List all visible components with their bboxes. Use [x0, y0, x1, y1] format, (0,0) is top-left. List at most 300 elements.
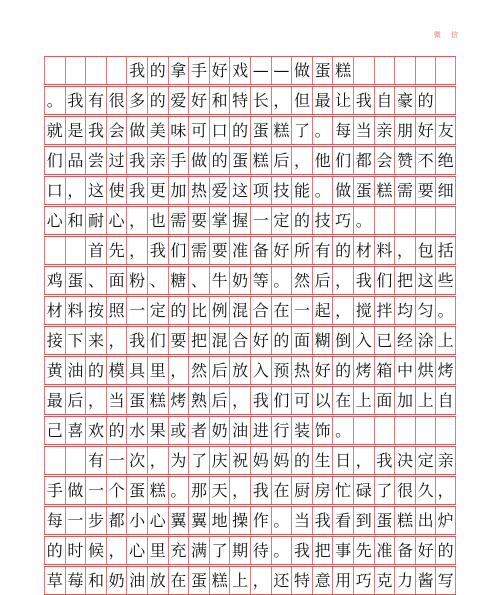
- grid-cell: 候: [85, 537, 106, 564]
- grid-cell: 拿: [168, 57, 189, 84]
- grid-cell: 这: [85, 177, 106, 204]
- grid-cell: 的: [209, 147, 230, 174]
- grid-cell: 可: [188, 117, 209, 144]
- grid-cell: 。: [271, 537, 292, 564]
- grid-cell: 些: [435, 267, 456, 294]
- grid-cell: 所: [291, 237, 312, 264]
- grid-cell: [44, 447, 65, 474]
- grid-cell: 的: [291, 447, 312, 474]
- grid-cell: —: [250, 57, 271, 84]
- grid-cell: 爱: [168, 87, 189, 114]
- grid-cell: 起: [312, 297, 333, 324]
- grid-cell: 。: [271, 507, 292, 534]
- grid-cell: 油: [65, 357, 86, 384]
- grid-cell: 都: [106, 507, 127, 534]
- grid-cell: 厨: [291, 477, 312, 504]
- grid-cell: 味: [168, 117, 189, 144]
- grid-cell: 事: [332, 537, 353, 564]
- grid-cell: 用: [332, 567, 353, 594]
- grid-cell: 当: [291, 507, 312, 534]
- grid-cell: 我: [126, 147, 147, 174]
- grid-cell: 尝: [85, 147, 106, 174]
- grid-cell: 力: [394, 567, 415, 594]
- grid-cell: 妈: [250, 447, 271, 474]
- grid-cell: 握: [229, 207, 250, 234]
- grid-cell: 了: [374, 477, 395, 504]
- grid-cell: 的: [332, 237, 353, 264]
- grid-cell: [374, 207, 395, 234]
- grid-cell: ，: [126, 237, 147, 264]
- grid-cell: 技: [271, 177, 292, 204]
- grid-cell: [374, 417, 395, 444]
- grid-cell: 混: [209, 327, 230, 354]
- grid-cell: —: [271, 57, 292, 84]
- grid-cell: 需: [188, 237, 209, 264]
- grid-cell: 那: [188, 477, 209, 504]
- grid-cell: 材: [44, 297, 65, 324]
- grid-cell: 绝: [435, 147, 456, 174]
- manuscript-row: [44, 176, 456, 205]
- grid-cell: 期: [229, 537, 250, 564]
- grid-cell: ，: [229, 477, 250, 504]
- grid-cell: 就: [44, 117, 65, 144]
- grid-cell: 后: [312, 267, 333, 294]
- manuscript-row: [44, 446, 456, 475]
- grid-cell: 手: [168, 147, 189, 174]
- grid-cell: 糕: [332, 57, 353, 84]
- grid-cell: 我: [291, 537, 312, 564]
- grid-cell: [435, 207, 456, 234]
- grid-cell: ，: [332, 267, 353, 294]
- grid-cell: 糕: [374, 177, 395, 204]
- grid-cell: 一: [291, 297, 312, 324]
- grid-cell: [85, 57, 106, 84]
- grid-cell: 好: [250, 327, 271, 354]
- grid-cell: 蛋: [353, 177, 374, 204]
- grid-cell: 和: [65, 207, 86, 234]
- grid-cell: 装: [291, 417, 312, 444]
- grid-cell: ，: [147, 447, 168, 474]
- grid-cell: 照: [106, 297, 127, 324]
- grid-cell: ，: [85, 387, 106, 414]
- grid-cell: 括: [435, 237, 456, 264]
- grid-cell: 心: [106, 207, 127, 234]
- grid-cell: 掌: [209, 207, 230, 234]
- grid-cell: ，: [106, 537, 127, 564]
- grid-cell: 充: [168, 537, 189, 564]
- grid-cell: 美: [147, 117, 168, 144]
- grid-cell: 鸡: [44, 267, 65, 294]
- grid-cell: ，: [106, 327, 127, 354]
- grid-cell: 但: [291, 87, 312, 114]
- grid-cell: 包: [415, 237, 436, 264]
- grid-cell: 蛋: [374, 507, 395, 534]
- grid-cell: 里: [147, 537, 168, 564]
- grid-cell: 定: [271, 207, 292, 234]
- grid-cell: 奶: [106, 567, 127, 594]
- grid-cell: 已: [374, 327, 395, 354]
- grid-cell: 特: [291, 567, 312, 594]
- grid-cell: 豪: [394, 87, 415, 114]
- grid-cell: 糕: [147, 387, 168, 414]
- grid-cell: 面: [106, 267, 127, 294]
- grid-cell: 、: [188, 267, 209, 294]
- grid-cell: 后: [271, 147, 292, 174]
- grid-cell: 加: [168, 177, 189, 204]
- grid-cell: 个: [106, 477, 127, 504]
- grid-cell: 要: [415, 177, 436, 204]
- grid-cell: 最: [312, 87, 333, 114]
- grid-cell: [353, 417, 374, 444]
- grid-cell: 品: [65, 147, 86, 174]
- grid-cell: 们: [332, 147, 353, 174]
- grid-cell: 在: [168, 567, 189, 594]
- grid-cell: 。: [168, 477, 189, 504]
- grid-cell: 热: [188, 177, 209, 204]
- grid-cell: 自: [435, 387, 456, 414]
- grid-cell: 蛋: [65, 267, 86, 294]
- manuscript-row: [44, 146, 456, 175]
- grid-cell: 了: [209, 537, 230, 564]
- grid-cell: 赞: [394, 147, 415, 174]
- grid-cell: 接: [44, 327, 65, 354]
- grid-cell: 油: [229, 417, 250, 444]
- grid-cell: 生: [312, 447, 333, 474]
- grid-cell: 次: [126, 447, 147, 474]
- grid-cell: 有: [85, 447, 106, 474]
- grid-cell: 意: [312, 567, 333, 594]
- grid-cell: 烤: [353, 357, 374, 384]
- grid-cell: 一: [65, 507, 86, 534]
- grid-cell: 先: [106, 237, 127, 264]
- grid-cell: [394, 417, 415, 444]
- grid-cell: ，: [250, 567, 271, 594]
- grid-cell: 糕: [209, 567, 230, 594]
- grid-cell: 的: [44, 537, 65, 564]
- grid-cell: 的: [271, 327, 292, 354]
- manuscript-row: [44, 296, 456, 325]
- grid-cell: 的: [147, 57, 168, 84]
- grid-cell: 忙: [332, 477, 353, 504]
- grid-cell: 。: [271, 267, 292, 294]
- grid-cell: 了: [291, 117, 312, 144]
- grid-cell: 有: [85, 87, 106, 114]
- grid-cell: 把: [312, 537, 333, 564]
- grid-cell: 项: [250, 177, 271, 204]
- grid-cell: 也: [147, 207, 168, 234]
- grid-cell: 备: [394, 537, 415, 564]
- grid-cell: 模: [106, 357, 127, 384]
- grid-cell: [44, 57, 65, 84]
- grid-cell: 下: [65, 327, 86, 354]
- grid-cell: 当: [106, 387, 127, 414]
- grid-cell: 我: [126, 327, 147, 354]
- grid-cell: 里: [147, 357, 168, 384]
- grid-cell: 匀: [415, 297, 436, 324]
- grid-cell: 妈: [271, 447, 292, 474]
- manuscript-row: [44, 116, 456, 145]
- grid-cell: 这: [229, 177, 250, 204]
- grid-cell: [435, 57, 456, 84]
- grid-cell: 行: [271, 417, 292, 444]
- grid-cell: 有: [312, 237, 333, 264]
- grid-cell: 黄: [44, 357, 65, 384]
- grid-cell: 箱: [374, 357, 395, 384]
- corner-mark: 微 信: [433, 31, 462, 39]
- grid-cell: 他: [312, 147, 333, 174]
- grid-cell: 口: [44, 177, 65, 204]
- grid-cell: 奶: [229, 267, 250, 294]
- grid-cell: 好: [209, 57, 230, 84]
- grid-cell: 入: [250, 357, 271, 384]
- grid-cell: 涂: [415, 327, 436, 354]
- grid-cell: 等: [250, 267, 271, 294]
- grid-cell: 的: [291, 207, 312, 234]
- grid-cell: 然: [291, 267, 312, 294]
- grid-cell: 和: [85, 567, 106, 594]
- manuscript-row: [44, 236, 456, 265]
- manuscript-row: [44, 536, 456, 565]
- grid-cell: 我: [353, 267, 374, 294]
- grid-cell: 当: [353, 117, 374, 144]
- grid-cell: 看: [332, 507, 353, 534]
- grid-cell: ，: [168, 357, 189, 384]
- grid-cell: 房: [312, 477, 333, 504]
- grid-cell: 翼: [168, 507, 189, 534]
- grid-cell: 翼: [188, 507, 209, 534]
- grid-cell: 为: [168, 447, 189, 474]
- grid-cell: 这: [415, 267, 436, 294]
- grid-cell: 作: [250, 507, 271, 534]
- manuscript-row: [44, 266, 456, 295]
- grid-cell: 后: [65, 387, 86, 414]
- grid-cell: [415, 417, 436, 444]
- grid-cell: 待: [250, 537, 271, 564]
- grid-cell: 我: [250, 477, 271, 504]
- grid-cell: 使: [106, 177, 127, 204]
- grid-cell: 放: [147, 567, 168, 594]
- grid-cell: 手: [188, 57, 209, 84]
- grid-cell: 者: [188, 417, 209, 444]
- grid-cell: 满: [188, 537, 209, 564]
- grid-cell: 把: [394, 267, 415, 294]
- grid-cell: 蛋: [229, 147, 250, 174]
- grid-cell: 面: [374, 387, 395, 414]
- grid-cell: 定: [147, 297, 168, 324]
- grid-cell: 糖: [168, 267, 189, 294]
- grid-cell: 一: [250, 207, 271, 234]
- grid-cell: 写: [435, 567, 456, 594]
- manuscript-row: [44, 476, 456, 505]
- grid-cell: 油: [126, 567, 147, 594]
- grid-cell: 好: [415, 537, 436, 564]
- grid-cell: 出: [415, 507, 436, 534]
- grid-cell: 面: [291, 327, 312, 354]
- grid-cell: 好: [271, 237, 292, 264]
- grid-cell: 混: [229, 297, 250, 324]
- grid-cell: ，: [435, 477, 456, 504]
- grid-cell: 操: [229, 507, 250, 534]
- grid-cell: 们: [168, 237, 189, 264]
- grid-cell: 饰: [312, 417, 333, 444]
- grid-cell: 预: [271, 357, 292, 384]
- grid-cell: 会: [106, 117, 127, 144]
- grid-cell: 在: [271, 477, 292, 504]
- grid-cell: 能: [291, 177, 312, 204]
- manuscript-row: [44, 86, 456, 115]
- grid-cell: [353, 57, 374, 84]
- grid-cell: 具: [126, 357, 147, 384]
- grid-cell: 友: [435, 117, 456, 144]
- grid-cell: 最: [44, 387, 65, 414]
- grid-cell: 天: [209, 477, 230, 504]
- grid-cell: 蛋: [312, 57, 333, 84]
- grid-cell: 戏: [229, 57, 250, 84]
- grid-cell: 久: [415, 477, 436, 504]
- manuscript-row: [44, 416, 456, 445]
- grid-cell: 做: [65, 477, 86, 504]
- grid-cell: 朋: [394, 117, 415, 144]
- grid-cell: 己: [44, 417, 65, 444]
- grid-cell: 特: [229, 87, 250, 114]
- grid-cell: 以: [312, 387, 333, 414]
- grid-cell: 过: [106, 147, 127, 174]
- manuscript-row: [44, 206, 456, 235]
- grid-cell: 上: [229, 567, 250, 594]
- manuscript-row: [44, 356, 456, 385]
- grid-cell: 糊: [312, 327, 333, 354]
- grid-cell: 技: [312, 207, 333, 234]
- grid-cell: 、: [147, 267, 168, 294]
- grid-cell: 做: [291, 57, 312, 84]
- grid-cell: 在: [271, 297, 292, 324]
- grid-cell: 耐: [85, 207, 106, 234]
- grid-cell: 糕: [250, 147, 271, 174]
- grid-cell: 好: [415, 117, 436, 144]
- grid-cell: 我: [312, 507, 333, 534]
- grid-cell: 上: [353, 387, 374, 414]
- grid-cell: 均: [394, 297, 415, 324]
- grid-cell: 到: [353, 507, 374, 534]
- grid-cell: [415, 57, 436, 84]
- grid-cell: 。: [312, 177, 333, 204]
- grid-cell: 多: [126, 87, 147, 114]
- grid-cell: [106, 57, 127, 84]
- grid-cell: 要: [188, 207, 209, 234]
- grid-cell: 们: [147, 327, 168, 354]
- grid-cell: 祝: [229, 447, 250, 474]
- grid-cell: 的: [168, 297, 189, 324]
- grid-cell: 了: [188, 447, 209, 474]
- grid-cell: 做: [332, 177, 353, 204]
- grid-cell: 我: [147, 237, 168, 264]
- grid-cell: 蛋: [126, 477, 147, 504]
- grid-cell: 搅: [353, 297, 374, 324]
- grid-cell: 来: [85, 327, 106, 354]
- grid-cell: 、: [85, 267, 106, 294]
- grid-cell: 我: [250, 387, 271, 414]
- grid-cell: 酱: [415, 567, 436, 594]
- grid-cell: 蛋: [126, 387, 147, 414]
- grid-cell: 和: [209, 87, 230, 114]
- grid-cell: 热: [291, 357, 312, 384]
- grid-cell: 爱: [209, 177, 230, 204]
- grid-cell: 后: [209, 387, 230, 414]
- grid-cell: ，: [229, 387, 250, 414]
- grid-cell: 果: [147, 417, 168, 444]
- grid-cell: 很: [394, 477, 415, 504]
- grid-cell: ，: [65, 177, 86, 204]
- grid-cell: 定: [415, 447, 436, 474]
- grid-cell: 。: [353, 207, 374, 234]
- grid-cell: 喜: [65, 417, 86, 444]
- grid-cell: 料: [65, 297, 86, 324]
- grid-cell: 蛋: [188, 567, 209, 594]
- grid-cell: 水: [126, 417, 147, 444]
- grid-cell: 自: [374, 87, 395, 114]
- grid-cell: 的: [435, 537, 456, 564]
- grid-cell: 或: [168, 417, 189, 444]
- grid-cell: 庆: [209, 447, 230, 474]
- grid-cell: 熟: [188, 387, 209, 414]
- grid-cell: 。: [332, 417, 353, 444]
- manuscript-row: [44, 386, 456, 415]
- grid-cell: [394, 207, 415, 234]
- grid-cell: 。: [435, 297, 456, 324]
- grid-cell: 需: [168, 207, 189, 234]
- grid-cell: 合: [229, 327, 250, 354]
- grid-cell: 材: [353, 237, 374, 264]
- grid-cell: ，: [394, 237, 415, 264]
- grid-cell: 放: [229, 357, 250, 384]
- grid-cell: 的: [332, 357, 353, 384]
- grid-cell: 的: [415, 87, 436, 114]
- grid-cell: [415, 207, 436, 234]
- grid-cell: 的: [106, 417, 127, 444]
- grid-cell: 一: [106, 447, 127, 474]
- grid-cell: 可: [291, 387, 312, 414]
- manuscript-row: [44, 566, 456, 595]
- grid-cell: 准: [374, 537, 395, 564]
- grid-cell: 我: [85, 117, 106, 144]
- grid-cell: 亲: [374, 117, 395, 144]
- grid-cell: 步: [85, 507, 106, 534]
- grid-cell: ，: [291, 147, 312, 174]
- grid-cell: 需: [394, 177, 415, 204]
- grid-cell: [374, 57, 395, 84]
- grid-cell: 在: [332, 387, 353, 414]
- grid-cell: [65, 237, 86, 264]
- grid-cell: 口: [209, 117, 230, 144]
- grid-cell: 烘: [415, 357, 436, 384]
- manuscript-row: [44, 326, 456, 355]
- grid-cell: 炉: [435, 507, 456, 534]
- grid-cell: 糕: [394, 507, 415, 534]
- grid-cell: 准: [229, 237, 250, 264]
- grid-cell: 好: [188, 87, 209, 114]
- grid-cell: 心: [147, 507, 168, 534]
- grid-cell: 的: [147, 87, 168, 114]
- grid-cell: 好: [312, 357, 333, 384]
- grid-cell: 让: [332, 87, 353, 114]
- grid-cell: 要: [168, 327, 189, 354]
- grid-cell: 我: [126, 177, 147, 204]
- grid-cell: 合: [250, 297, 271, 324]
- grid-cell: [394, 57, 415, 84]
- grid-cell: 长: [250, 87, 271, 114]
- grid-cell: 一: [126, 297, 147, 324]
- grid-cell: 我: [126, 57, 147, 84]
